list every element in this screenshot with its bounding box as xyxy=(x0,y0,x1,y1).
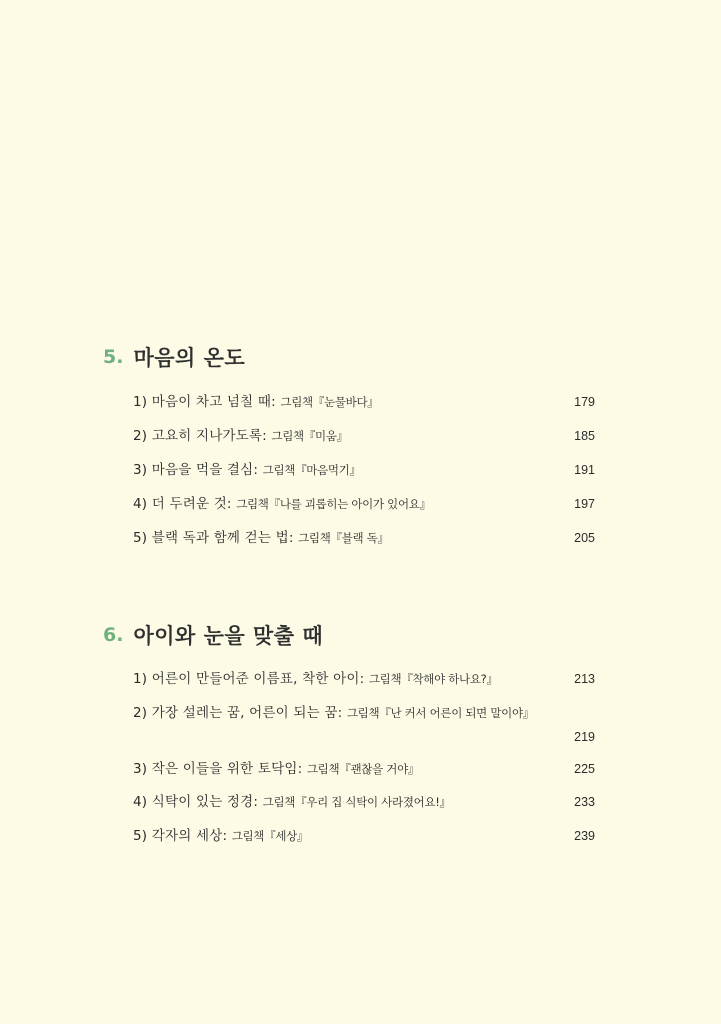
toc-entry[interactable] xyxy=(133,459,595,481)
entry-title: 2) 고요히 지나가도록: xyxy=(133,428,272,444)
toc-entry[interactable] xyxy=(133,527,595,549)
entry-title: 1) 마음이 차고 넘칠 때: xyxy=(133,394,281,410)
entry-title: 4) 식탁이 있는 정경: xyxy=(133,794,263,810)
entry-title: 3) 마음을 먹을 결심: xyxy=(133,462,263,478)
toc-entry[interactable] xyxy=(133,702,595,744)
section-title: 마음의 온도 xyxy=(133,346,246,370)
entry-page-number: 239 xyxy=(574,829,595,843)
entry-title: 5) 블랙 독과 함께 걷는 법: xyxy=(133,530,299,546)
toc-entry[interactable] xyxy=(133,425,595,447)
toc-entry[interactable] xyxy=(133,758,595,780)
entry-page-number: 185 xyxy=(574,429,595,443)
entry-page-number: 197 xyxy=(574,497,595,511)
toc-entry[interactable] xyxy=(133,825,595,847)
section-heading xyxy=(103,342,245,372)
entry-book: 그림책『괜찮을 거야』 xyxy=(306,762,420,776)
entry-book: 그림책『블랙 독』 xyxy=(298,531,389,545)
entry-book: 그림책『미움』 xyxy=(271,429,348,443)
entry-book: 그림책『착해야 하나요?』 xyxy=(368,672,498,686)
entry-page-number: 191 xyxy=(574,463,595,477)
toc-entry[interactable] xyxy=(133,668,595,690)
toc-entry[interactable] xyxy=(133,391,595,413)
toc-entry[interactable] xyxy=(133,791,595,813)
section-title: 아이와 눈을 맞출 때 xyxy=(133,624,324,648)
entry-page-number: 225 xyxy=(574,762,595,776)
entry-book: 그림책『우리 집 식탁이 사라졌어요!』 xyxy=(262,795,451,809)
entry-title: 5) 각자의 세상: xyxy=(133,828,232,844)
entry-page-number: 179 xyxy=(574,395,595,409)
entry-title: 1) 어른이 만들어준 이름표, 착한 아이: xyxy=(133,671,369,687)
entry-book: 그림책『눈물바다』 xyxy=(280,395,379,409)
entry-page-number: 219 xyxy=(574,730,595,744)
entry-title: 2) 가장 설레는 꿈, 어른이 되는 꿈: xyxy=(133,705,347,721)
section-number: 6. xyxy=(103,624,124,646)
entry-title: 4) 더 두려운 것: xyxy=(133,496,237,512)
toc-entry[interactable] xyxy=(133,493,595,515)
entry-book: 그림책『세상』 xyxy=(231,829,309,843)
entry-page-number: 233 xyxy=(574,795,595,809)
entry-book: 그림책『난 커서 어른이 되면 말이야』 xyxy=(346,706,534,720)
entry-page-number: 205 xyxy=(574,531,595,545)
entry-book: 그림책『나를 괴롭히는 아이가 있어요』 xyxy=(236,497,431,511)
section-heading xyxy=(103,620,323,650)
section-number: 5. xyxy=(103,346,124,368)
entry-title: 3) 작은 이들을 위한 토닥임: xyxy=(133,761,307,777)
entry-book: 그림책『마음먹기』 xyxy=(262,463,361,477)
entry-page-number: 213 xyxy=(574,672,595,686)
